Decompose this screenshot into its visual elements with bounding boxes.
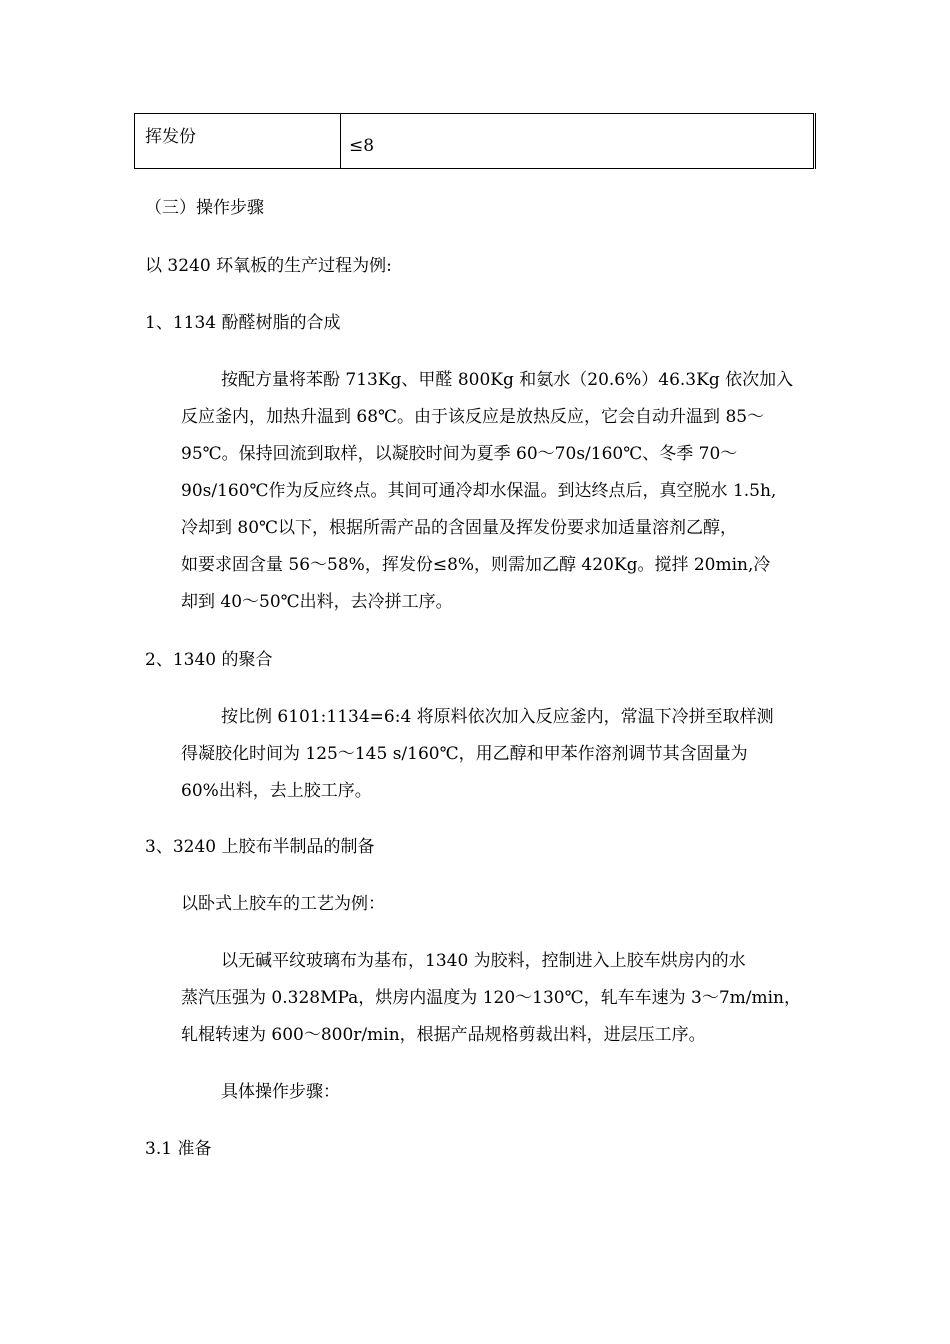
- section-heading: （三）操作步骤: [145, 198, 264, 218]
- table-row: [135, 114, 814, 169]
- table-double-border: [815, 113, 818, 169]
- step1-line: 90s/160℃作为反应终点。其间可通冷却水保温。到达终点后，真空脱水 1.5h,: [181, 481, 777, 501]
- table-cell-value: ≤8: [341, 114, 814, 169]
- step1-line: 如要求固含量 56～58%，挥发份≤8%，则需加乙醇 420Kg。搅拌 20min,冷: [181, 555, 771, 575]
- step1-line: 95℃。保持回流到取样，以凝胶时间为夏季 60～70s/160℃、冬季 70～: [181, 444, 738, 464]
- step2-line: 得凝胶化时间为 125～145 s/160℃，用乙醇和甲苯作溶剂调节其含固量为: [181, 744, 748, 764]
- spec-table: [134, 113, 814, 169]
- spec-table-fragment: [134, 113, 818, 169]
- step2-line: 按比例 6101:1134=6:4 将原料依次加入反应釜内，常温下冷拼至取样测: [221, 707, 774, 727]
- detail-heading: 具体操作步骤：: [221, 1082, 340, 1102]
- step3-title: 3、3240 上胶布半制品的制备: [145, 837, 375, 857]
- step3-line: 蒸汽压强为 0.328MPa，烘房内温度为 120～130℃，轧车车速为 3～7m/min，: [181, 988, 801, 1008]
- intro-text: 以 3240 环氧板的生产过程为例:: [145, 256, 392, 276]
- sub-section-heading: 3.1 准备: [145, 1139, 212, 1159]
- table-cell-label: 挥发份: [135, 114, 341, 169]
- step1-line: 冷却到 80℃以下，根据所需产品的含固量及挥发份要求加适量溶剂乙醇，: [181, 518, 738, 538]
- step1-line: 按配方量将苯酚 713Kg、甲醛 800Kg 和氨水（20.6%）46.3Kg 依次加入: [221, 370, 794, 390]
- step2-line: 60%出料，去上胶工序。: [181, 781, 372, 801]
- step1-title: 1、1134 酚醛树脂的合成: [145, 313, 341, 333]
- step3-line: 以无碱平纹玻璃布为基布，1340 为胶料，控制进入上胶车烘房内的水: [221, 951, 746, 971]
- step2-title: 2、1340 的聚合: [145, 650, 273, 670]
- step1-line: 却到 40～50℃出料，去冷拼工序。: [181, 592, 453, 612]
- step1-line: 反应釜内，加热升温到 68℃。由于该反应是放热反应，它会自动升温到 85～: [181, 407, 765, 427]
- step3-sub-intro: 以卧式上胶车的工艺为例：: [181, 894, 385, 914]
- step3-line: 轧棍转速为 600～800r/min，根据产品规格剪裁出料，进层压工序。: [181, 1025, 706, 1045]
